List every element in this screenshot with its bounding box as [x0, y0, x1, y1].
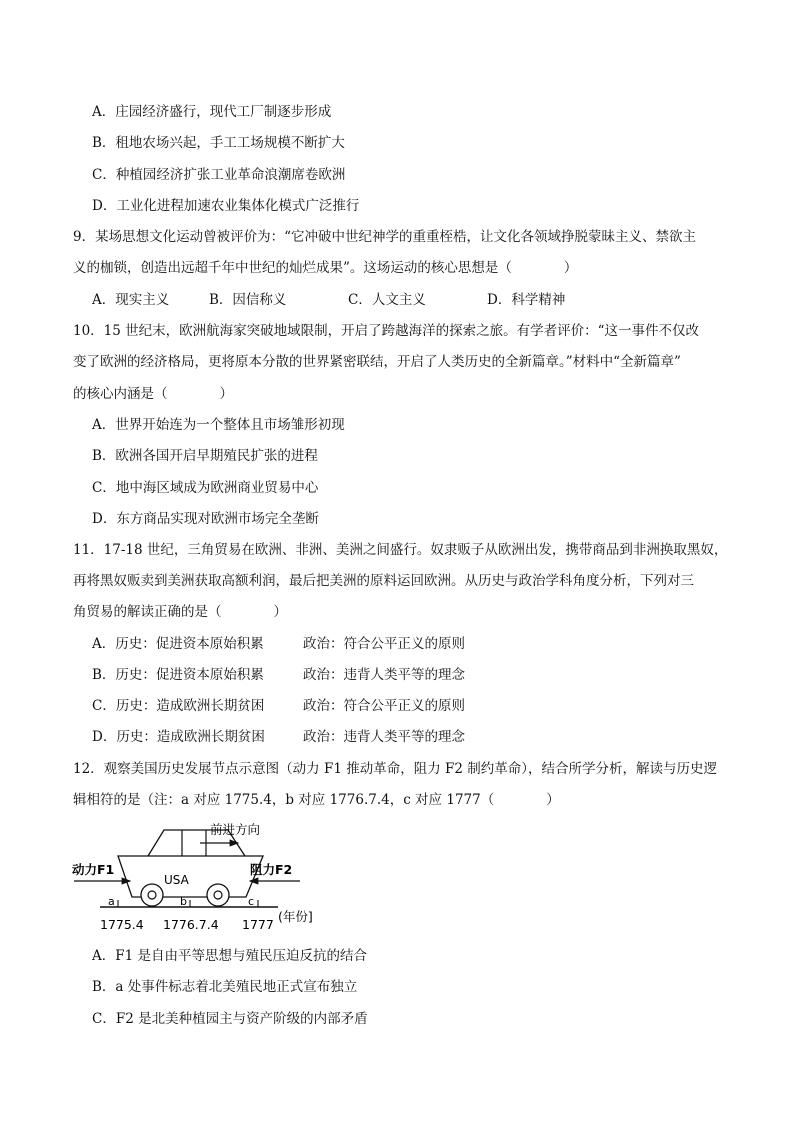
- q9-options: [92, 290, 712, 310]
- q11-option-d-history: D．历史：造成欧洲长期贫困: [92, 729, 265, 745]
- q8-option-a: A．庄园经济盛行，现代工厂制逐步形成: [92, 104, 332, 120]
- q10-stem-line2: 变了欧洲的经济格局，更将原本分散的世界紧密联结，开启了人类历史的全新篇章。”材料中“全新篇章”: [73, 354, 681, 370]
- q11-option-d: [92, 727, 592, 747]
- q10-option-d: D．东方商品实现对欧洲市场完全垄断: [92, 511, 319, 527]
- point-b: b: [180, 895, 187, 908]
- wheel-left: [141, 884, 163, 906]
- q9-option-c: C．人文主义: [348, 292, 426, 308]
- q11-option-a-history: A．历史：促进资本原始积累: [92, 636, 264, 652]
- usa-history-diagram: [70, 817, 340, 937]
- q11-option-b-politics: 政治：违背人类平等的理念: [303, 667, 465, 683]
- q11-stem-line2: 再将黑奴贩卖到美洲获取高额利润，最后把美洲的原料运回欧洲。从历史与政治学科角度分析，下列对三: [73, 573, 694, 589]
- q9-stem-line1: 9．某场思想文化运动曾被评价为：“它冲破中世纪神学的重重桎梏，让文化各领域挣脱蒙昧主义、禁欲主: [73, 229, 696, 245]
- car-label: USA: [164, 873, 189, 887]
- axis-unit: (年份]: [278, 909, 313, 924]
- q11-option-a-politics: 政治：符合公平正义的原则: [303, 636, 465, 652]
- q11-option-a: [92, 634, 592, 654]
- q12-option-c: C．F2 是北美种植园主与资产阶级的内部矛盾: [92, 1011, 368, 1027]
- q9-option-b: B．因信称义: [209, 292, 287, 308]
- force2-label: 阻力F2: [250, 862, 293, 877]
- force1-label: 动力F1: [72, 862, 115, 877]
- q12-stem-line2: 辑相符的是（注：a 对应 1775.4，b 对应 1776.7.4，c 对应 1777（ ）: [73, 792, 560, 808]
- q12-stem-line1: 12．观察美国历史发展节点示意图（动力 F1 推动革命，阻力 F2 制约革命），结合所学分析，解读与历史逻: [73, 761, 718, 777]
- wheel-right: [207, 884, 229, 906]
- q9-option-a: A．现实主义: [92, 292, 170, 308]
- q8-option-b: B．租地农场兴起，手工工场规模不断扩大: [92, 135, 345, 151]
- q11-option-c-politics: 政治：符合公平正义的原则: [303, 698, 465, 714]
- q10-option-c: C．地中海区域成为欧洲商业贸易中心: [92, 480, 319, 496]
- q9-option-d: D．科学精神: [487, 292, 566, 308]
- date-c: 1777: [242, 917, 274, 932]
- q8-option-d: D．工业化进程加速农业集体化模式广泛推行: [92, 198, 360, 214]
- car-body: [118, 856, 263, 897]
- q11-option-c: [92, 696, 592, 716]
- q11-option-d-politics: 政治：违背人类平等的理念: [303, 729, 465, 745]
- q11-option-b: [92, 665, 592, 685]
- q8-option-c: C．种植园经济扩张工业革命浪潮席卷欧洲: [92, 167, 346, 183]
- q11-stem-line1: 11．17-18 世纪，三角贸易在欧洲、非洲、美洲之间盛行。奴隶贩子从欧洲出发，携带商品到非洲换取黑奴，: [73, 542, 728, 558]
- q9-stem-line2: 义的枷锁，创造出远超千年中世纪的灿烂成果”。这场运动的核心思想是（ ）: [73, 260, 578, 276]
- q10-stem-line3: 的核心内涵是（ ）: [73, 386, 233, 402]
- q10-stem-line1: 10．15 世纪末，欧洲航海家突破地域限制，开启了跨越海洋的探索之旅。有学者评价：“这一事件不仅改: [73, 323, 700, 339]
- date-a: 1775.4: [100, 917, 144, 932]
- direction-label: 前进方向: [210, 822, 261, 837]
- q12-option-a: A．F1 是自由平等思想与殖民压迫反抗的结合: [92, 948, 367, 964]
- q10-option-a: A．世界开始连为一个整体且市场雏形初现: [92, 417, 345, 433]
- q11-stem-line3: 角贸易的解读正确的是（ ）: [73, 604, 287, 620]
- q10-option-b: B．欧洲各国开启早期殖民扩张的进程: [92, 448, 318, 464]
- q12-option-b: B．a 处事件标志着北美殖民地正式宣布独立: [92, 979, 358, 995]
- q11-option-c-history: C．历史：造成欧洲长期贫困: [92, 698, 265, 714]
- point-c: c: [248, 895, 255, 908]
- date-b: 1776.7.4: [163, 917, 219, 932]
- q11-option-b-history: B．历史：促进资本原始积累: [92, 667, 264, 683]
- point-a: a: [108, 895, 115, 908]
